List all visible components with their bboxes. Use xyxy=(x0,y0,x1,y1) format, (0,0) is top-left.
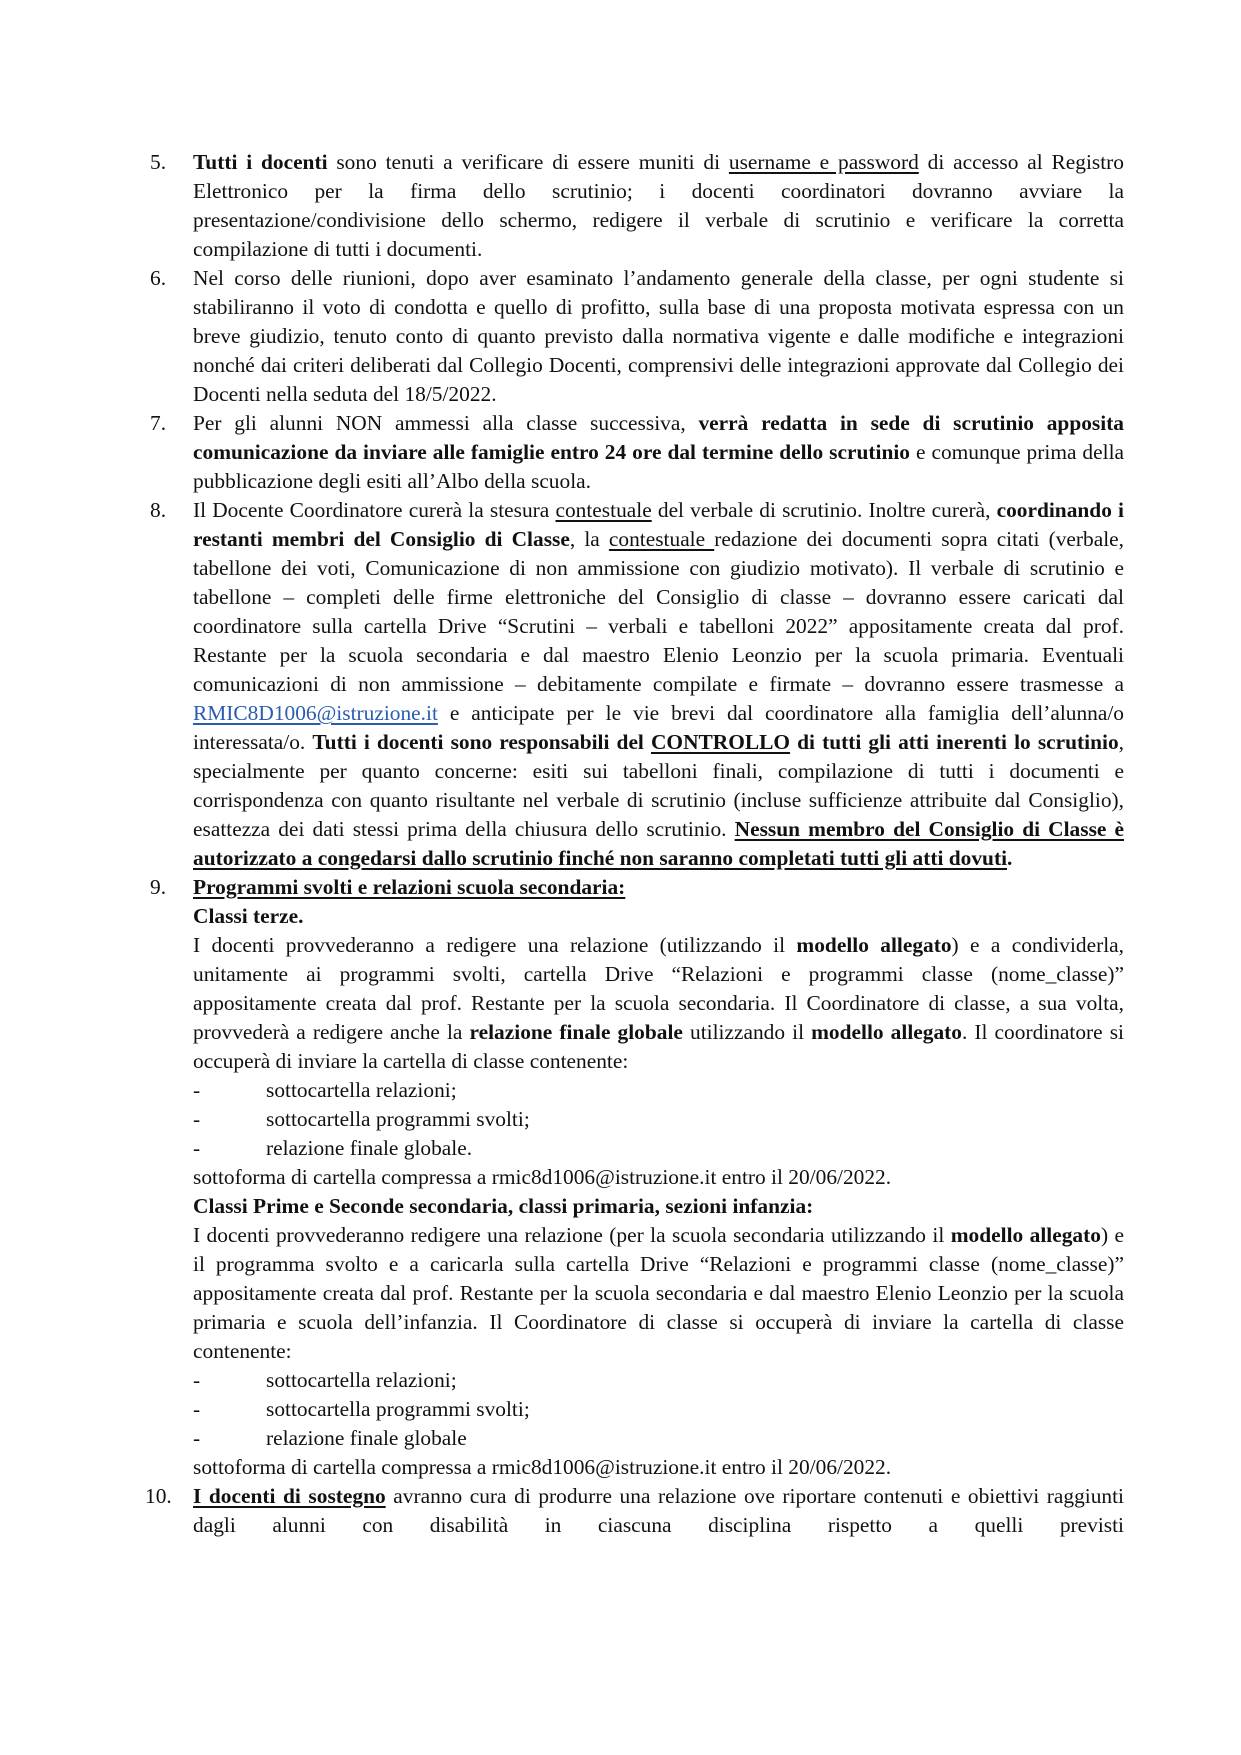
bold-text: modello allegato xyxy=(796,933,952,957)
list-item-8 xyxy=(150,496,1124,873)
dash-list-item: - sottocartella relazioni; xyxy=(193,1078,457,1102)
list-item-10 xyxy=(145,1482,1124,1540)
item-paragraph xyxy=(193,409,1124,496)
text-run: e anticipate per le vie brevi dal coordinatore alla famiglia dell’alunna/o interessata/o. xyxy=(193,701,1124,754)
text-run: utilizzando il xyxy=(682,1020,812,1044)
dash-list-item: - sottocartella programmi svolti; xyxy=(193,1397,530,1421)
text-run: contestuale xyxy=(555,498,652,522)
text-run: del verbale di scrutinio. Inoltre curerà, xyxy=(651,498,997,522)
list-item-5 xyxy=(150,148,1124,264)
list-item-7 xyxy=(150,409,1124,496)
text-run: Il Docente Coordinatore curerà la stesura xyxy=(193,498,556,522)
text-run: I docenti provvederanno a redigere una relazione (utilizzando il xyxy=(193,933,797,957)
text-run: . Il coordinatore si occuperà di inviare la cartella di classe contenente: xyxy=(193,1020,1125,1073)
closing-line: sottoforma di cartella compressa a rmic8d1006@istruzione.it entro il 20/06/2022. xyxy=(193,1165,892,1189)
bold-text: modello allegato xyxy=(811,1020,962,1044)
item-number: 6. xyxy=(150,266,167,290)
bold-text: Nessun membro del Consiglio di Classe è autorizzato a congedarsi dallo scrutinio finché non saranno completati tutti gli atti dovuti xyxy=(193,817,1124,870)
text-run: e comunque prima della pubblicazione degli esiti all’Albo della scuola. xyxy=(193,440,1125,493)
text-run: contestuale xyxy=(608,527,715,551)
text-run: Per gli alunni NON ammessi alla classe successiva, xyxy=(193,411,699,435)
text-run: , specialmente per quanto concerne: esiti sui tabelloni finali, compilazione di tutti i documenti e corrispondenza con quanto risultante nel verbale di scrutinio (incluse sufficienze attribuite dal Consiglio), esattezza dei dati stessi prima della chiusura dello scrutinio. xyxy=(193,730,1124,841)
subheading-classi-terze: Classi terze. xyxy=(193,904,304,928)
list-item-9 xyxy=(150,873,1124,1482)
item-number: 9. xyxy=(150,875,167,899)
bold-text: CONTROLLO xyxy=(650,730,791,754)
text-run: , la xyxy=(569,527,609,551)
item-number: 8. xyxy=(150,498,167,522)
dash-list-item: - sottocartella relazioni; xyxy=(193,1368,457,1392)
item-number: 5. xyxy=(150,150,167,174)
dash-list-item: - relazione finale globale xyxy=(193,1426,467,1450)
paragraph-classi-terze xyxy=(193,931,1124,1076)
item-paragraph xyxy=(193,264,1124,409)
item-paragraph xyxy=(193,148,1124,264)
bold-text: Tutti i docenti sono responsabili del xyxy=(312,730,651,754)
bold-text: Tutti i docenti xyxy=(193,150,328,174)
text-run: Nel corso delle riunioni, dopo aver esaminato l’andamento generale della classe, per ogni studente si stabiliranno il voto di condotta e quello di profitto, sulla base di una proposta motivata espressa con un breve giudizio, tenuto conto di quanto previsto dalla normativa vigente e dalle modifiche e integrazioni nonché dai criteri deliberati dal Collegio Docenti, comprensivi delle integrazioni approvate dal Collegio dei Docenti nella seduta del 18/5/2022. xyxy=(193,266,1124,406)
text-run: username e password xyxy=(728,150,919,174)
bold-text: I docenti di sostegno xyxy=(193,1484,386,1508)
closing-line: sottoforma di cartella compressa a rmic8d1006@istruzione.it entro il 20/06/2022. xyxy=(193,1455,892,1479)
dash-list-item: - relazione finale globale. xyxy=(193,1136,473,1160)
text-run: redazione dei documenti sopra citati (verbale, tabellone dei voti, Comunicazione di non ammissione con giudizio motivato). Il verbale di scrutinio e tabellone – completi delle firme elettroniche del Consiglio di classe – dovranno essere caricati dal coordinatore sulla cartella Drive “Scrutini – verbali e tabelloni 2022” appositamente creata dal prof. Restante per la scuola secondaria e dal maestro Elenio Leonzio per la scuola primaria. Eventuali comunicazioni di non ammissione – debitamente compilate e firmate – dovranno essere trasmesse a xyxy=(193,527,1124,696)
paragraph-prime-seconde xyxy=(193,1221,1124,1366)
bold-text: coordinando i restanti membri del Consiglio di Classe xyxy=(193,498,1125,551)
item-number: 7. xyxy=(150,411,167,435)
subheading-prime-seconde: Classi Prime e Seconde secondaria, classi primaria, sezioni infanzia: xyxy=(193,1194,814,1218)
bold-text: relazione finale globale xyxy=(469,1020,683,1044)
bold-text: di tutti gli atti inerenti lo scrutinio xyxy=(790,730,1119,754)
text-run: sono tenuti a verificare di essere muniti di xyxy=(327,150,729,174)
text-run: di accesso al Registro Elettronico per la firma dello scrutinio; i docenti coordinatori dovranno avviare la presentazione/condivisione dello schermo, redigere il verbale di scrutinio e verificare la corretta compilazione di tutti i documenti. xyxy=(193,150,1124,261)
item-number: 10. xyxy=(145,1484,172,1508)
text-run: ) e il programma svolto e a caricarla sulla cartella Drive “Relazioni e programmi classe (nome_classe)” appositamente creata dal prof. Restante per la scuola secondaria e dal maestro Elenio Leonzio per la scuola primaria e scuola dell’infanzia. Il Coordinatore di classe si occuperà di inviare la cartella di classe contenente: xyxy=(193,1223,1124,1363)
text-run: ) e a condividerla, unitamente ai programmi svolti, cartella Drive “Relazioni e programmi classe (nome_classe)” appositamente creata dal prof. Restante per la scuola secondaria. Il Coordinatore di classe, a sua volta, provvederà a redigere anche la xyxy=(193,933,1124,1044)
dash-list-item: - sottocartella programmi svolti; xyxy=(193,1107,530,1131)
bold-text: verrà redatta in sede di scrutinio apposita comunicazione da inviare alle famiglie entro 24 ore dal termine dello scrutinio xyxy=(193,411,1125,464)
bold-text: . xyxy=(1007,846,1013,870)
list-item-6 xyxy=(150,264,1124,409)
item-paragraph xyxy=(193,496,1124,873)
text-run: I docenti provvederanno redigere una relazione (per la scuola secondaria utilizzando il xyxy=(193,1223,951,1247)
text-run: avranno cura di produrre una relazione ove riportare contenuti e obiettivi raggiunti dagli alunni con disabilità in ciascuna disciplina rispetto a quelli previsti xyxy=(193,1484,1124,1537)
item-paragraph xyxy=(193,1482,1124,1540)
section-heading: Programmi svolti e relazioni scuola secondaria: xyxy=(193,875,626,899)
email-link[interactable]: RMIC8D1006@istruzione.it xyxy=(193,701,438,725)
bold-text: modello allegato xyxy=(950,1223,1101,1247)
